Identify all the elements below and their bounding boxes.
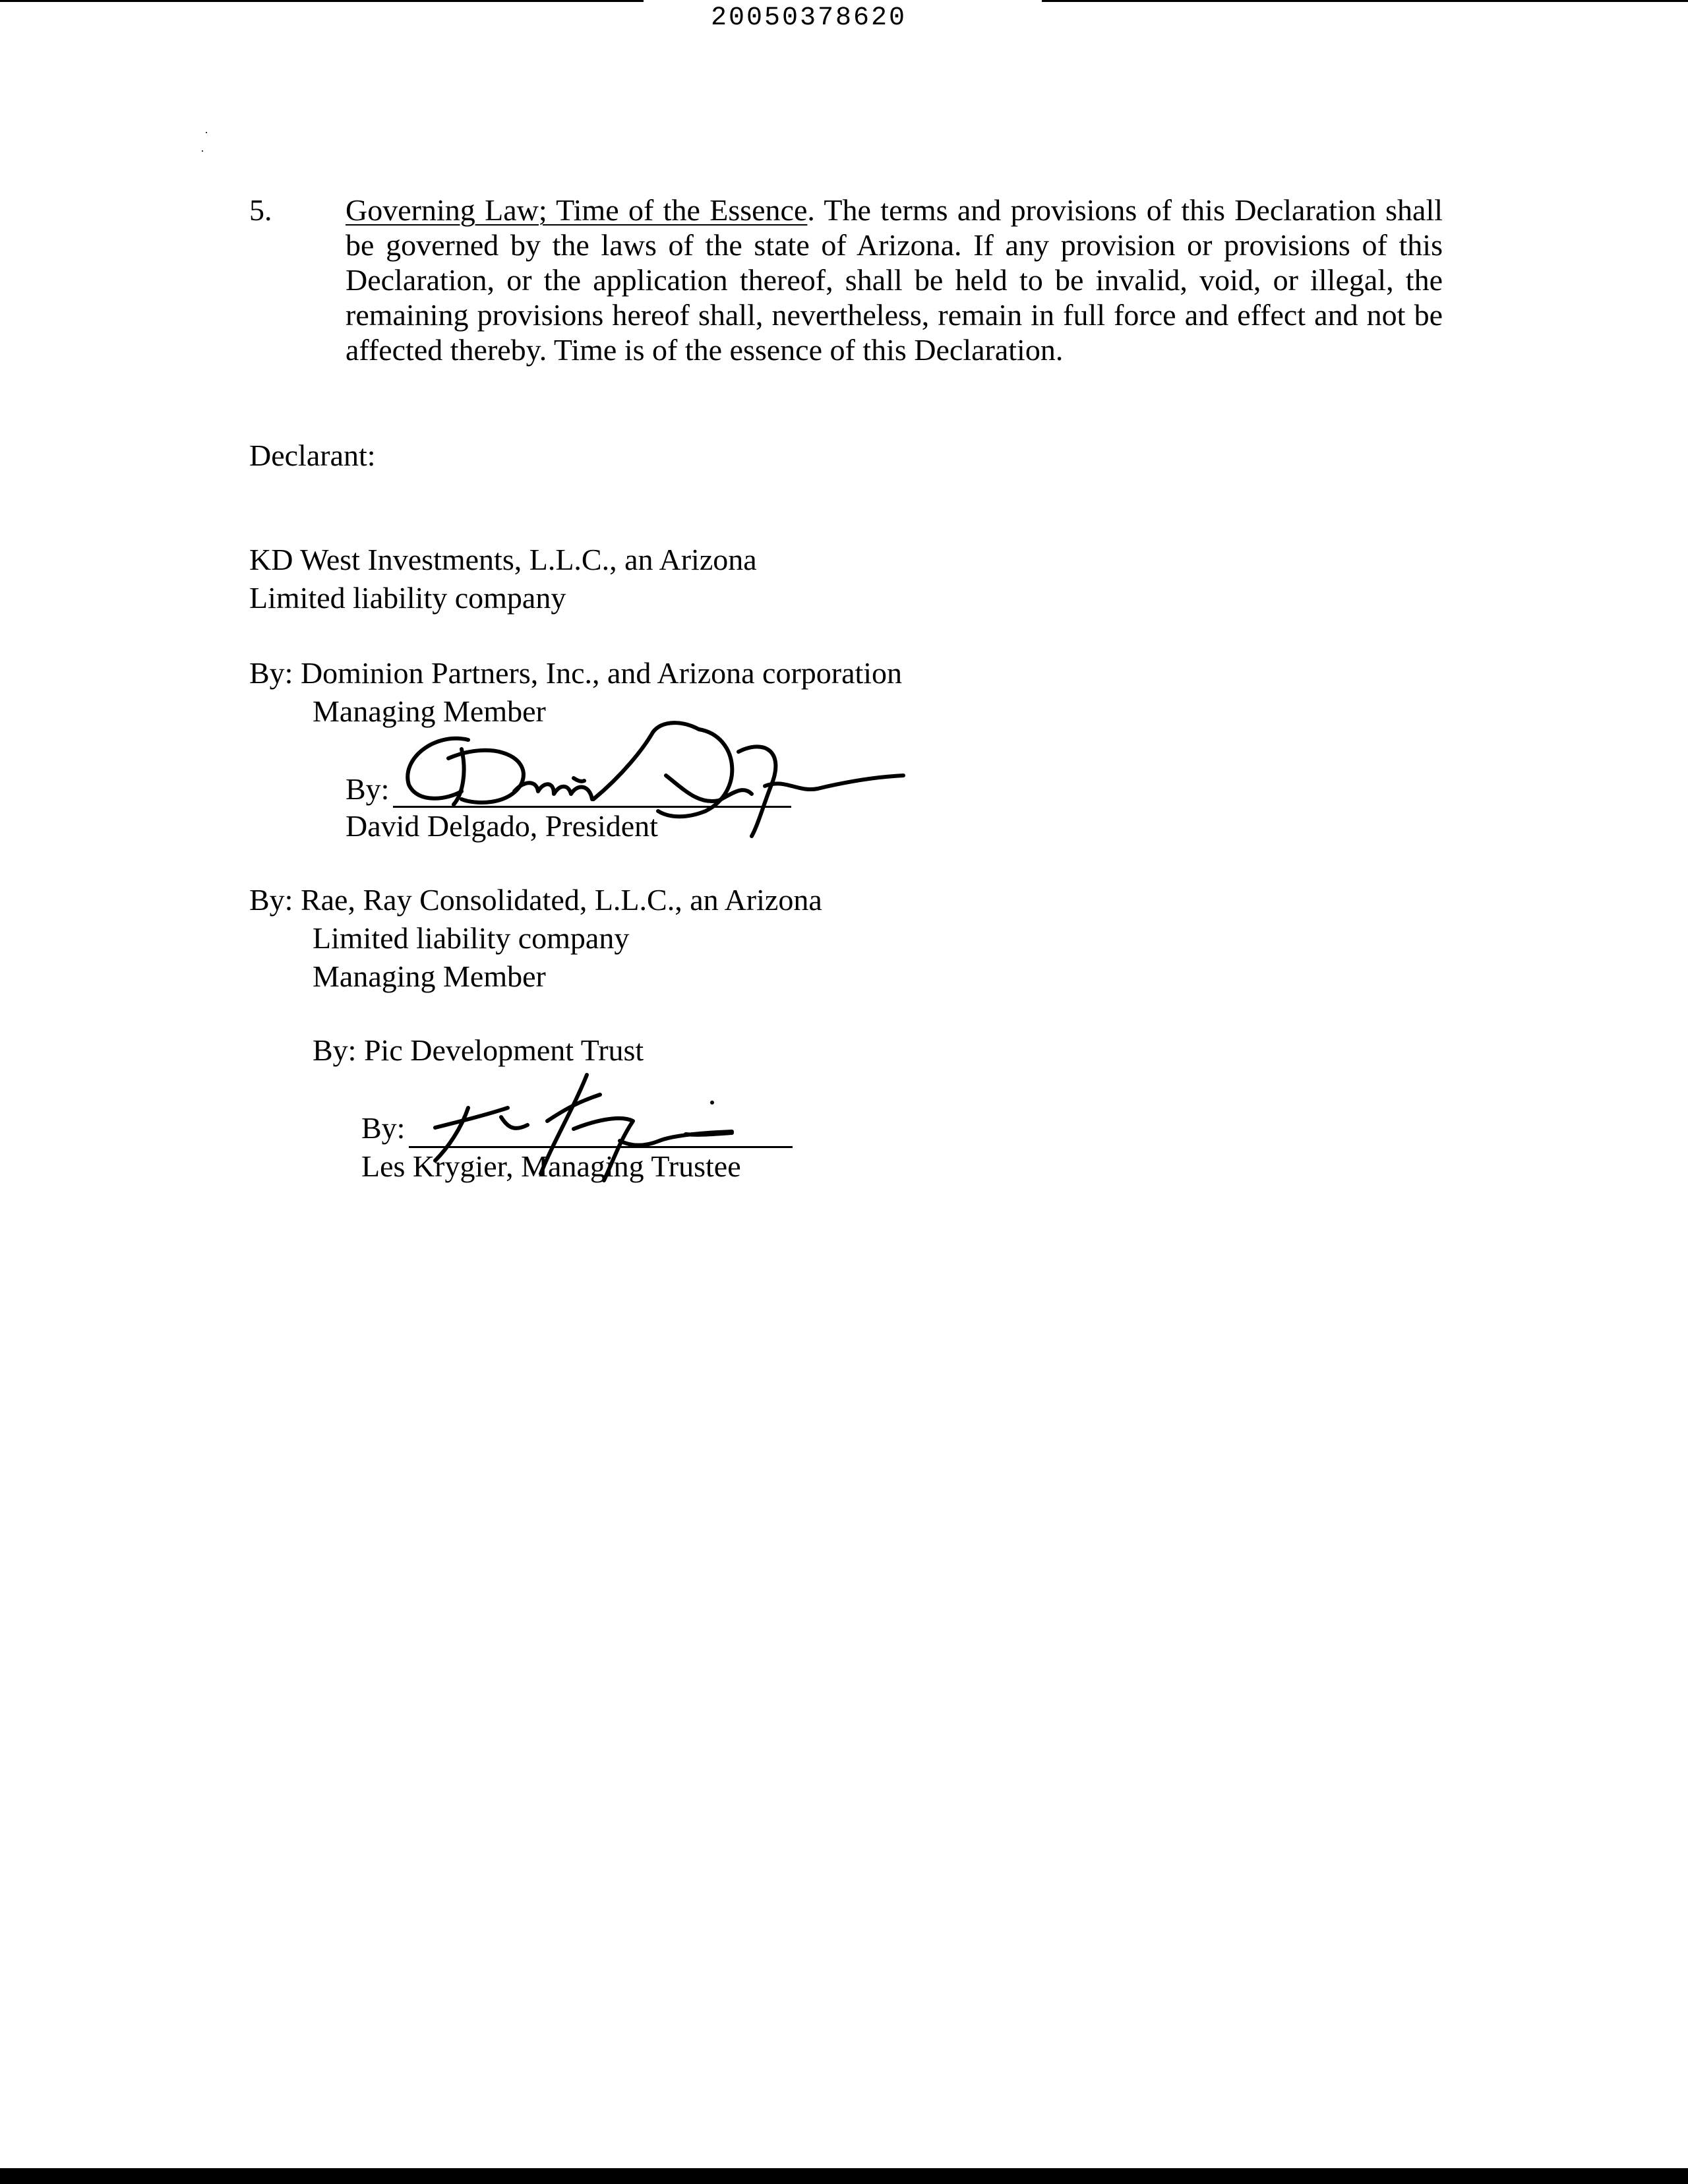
signatory-2-line-2: Limited liability company [313, 921, 630, 955]
section-paragraph [346, 193, 1443, 367]
signatory-1-sign-by: By: [346, 772, 390, 806]
signatory-1-signer: David Delgado, President [346, 809, 658, 843]
bottom-border [0, 2168, 1688, 2184]
declarant-label: Declarant: [249, 439, 376, 472]
signatory-2-signer: Les Krygier, Managing Trustee [361, 1149, 741, 1183]
signatory-2-sign-by: By: [361, 1111, 406, 1145]
section-body: . The terms and provisions of this Declaration shall be governed by the laws of the state of Arizona. If any provision or provisions of this Declaration, or the application thereof, shall be held to be invalid, void, or illegal, the remaining provisions hereof shall, nevertheless, remain in full force and effect and not be affected thereby. Time is of the essence of this Declaration. [346, 193, 1443, 367]
signatory-2-by-line: By: Rae, Ray Consolidated, L.L.C., an Arizona [249, 883, 822, 917]
signatory-2-role: Managing Member [313, 959, 546, 993]
document-number: 20050378620 [711, 3, 907, 33]
section-number: 5. [249, 193, 272, 227]
scan-speck [202, 150, 203, 152]
trust-by-line: By: Pic Development Trust [313, 1033, 644, 1067]
top-border-left [0, 0, 644, 2]
company-line-1: KD West Investments, L.L.C., an Arizona [249, 543, 757, 576]
section-heading: Governing Law; Time of the Essence [346, 193, 808, 227]
signatory-1-by-line: By: Dominion Partners, Inc., and Arizona corporation [249, 656, 903, 690]
scan-speck [206, 132, 207, 133]
top-border-right [1042, 0, 1688, 2]
company-line-2: Limited liability company [249, 581, 566, 615]
signatory-1-role: Managing Member [313, 694, 546, 728]
